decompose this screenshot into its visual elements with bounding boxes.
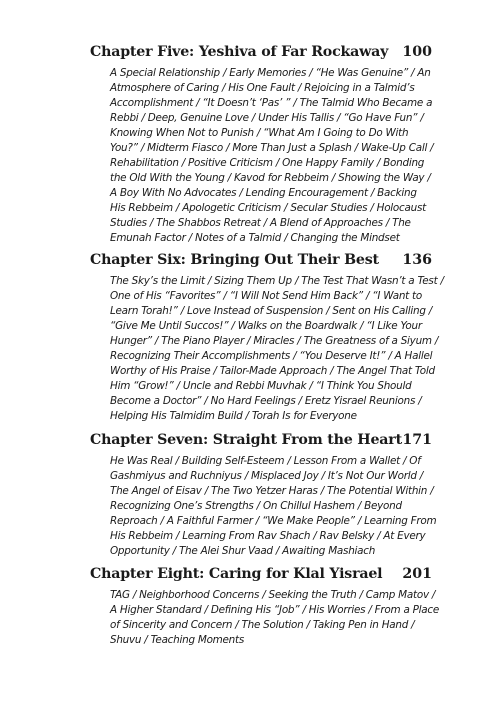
chapter-page-number: 136 [402,252,432,268]
topic-line: Emunah Factor / Notes of a Talmid / Changing the Mindset [110,232,400,244]
topic-line: Become a Doctor” / No Hard Feelings / Eretz Yisrael Reunions / [110,395,422,407]
chapter-page-number: 201 [402,566,432,582]
chapter-eight [90,566,439,648]
topic-line: His Rebbeim / Learning From Rav Shach / Rav Belsky / At Every [110,530,426,542]
topic-line: Rebbi / Deep, Genuine Love / Under His Tallis / “Go Have Fun” / [110,112,424,124]
topic-line: of Sincerity and Concern / The Solution / Taking Pen in Hand / [110,619,415,631]
topic-line: Learn Torah!” / Love Instead of Suspension / Sent on His Calling / [110,305,433,317]
chapter-page-number: 100 [402,44,432,60]
chapter-topics [110,454,437,559]
topic-line: Gashmiyus and Ruchniyus / Misplaced Joy / It’s Not Our World / [110,470,424,482]
topic-line: Accomplishment / “It Doesn’t ‘Pas’ ” / The Talmid Who Became a [110,97,433,109]
topic-line: Atmosphere of Caring / His One Fault / Rejoicing in a Talmid’s [110,82,415,94]
chapter-seven [90,432,437,559]
chapter-heading [90,566,432,588]
chapter-title: Chapter Eight: Caring for Klal Yisrael [90,566,383,582]
topic-line: “Give Me Until Succos!” / Walks on the Boardwalk / “I Like Your [110,320,422,332]
topic-line: Opportunity / The Alei Shur Vaad / Awaiting Mashiach [110,545,376,557]
chapter-five [90,44,432,246]
chapter-topics [110,66,432,246]
topic-line: Helping His Talmidim Build / Torah Is for Everyone [110,410,357,422]
topic-line: Studies / The Shabbos Retreat / A Blend of Approaches / The [110,217,411,229]
topic-line: Rehabilitation / Positive Criticism / One Happy Family / Bonding [110,157,425,169]
chapter-page-number: 171 [402,432,432,448]
topic-line: His Rebbeim / Apologetic Criticism / Secular Studies / Holocaust [110,202,426,214]
topic-line: TAG / Neighborhood Concerns / Seeking the Truth / Camp Matov / [110,589,436,601]
chapter-six [90,252,444,424]
topic-line: Worthy of His Praise / Tailor-Made Approach / The Angel That Told [110,365,435,377]
topic-line: Him “Grow!” / Uncle and Rebbi Muvhak / “I Think You Should [110,380,412,392]
topic-line: The Sky’s the Limit / Sizing Them Up / The Test That Wasn’t a Test / [110,275,444,287]
chapter-title: Chapter Five: Yeshiva of Far Rockaway [90,44,389,60]
topic-line: You?” / Midterm Fiasco / More Than Just a Splash / Wake-Up Call / [110,142,434,154]
topic-line: The Angel of Eisav / The Two Yetzer Haras / The Potential Within / [110,485,434,497]
chapter-title: Chapter Seven: Straight From the Heart [90,432,402,448]
chapter-heading [90,252,432,274]
topic-line: Shuvu / Teaching Moments [110,634,245,646]
topic-line: Reproach / A Faithful Farmer / “We Make People” / Learning From [110,515,437,527]
chapter-heading [90,44,432,66]
chapter-title: Chapter Six: Bringing Out Their Best [90,252,379,268]
topic-line: He Was Real / Building Self-Esteem / Lesson From a Wallet / Of [110,455,421,467]
topic-line: A Special Relationship / Early Memories / “He Was Genuine” / An [110,67,431,79]
topic-line: Recognizing One’s Strengths / On Chillul Hashem / Beyond [110,500,402,512]
topic-line: A Higher Standard / Defining His “Job” / His Worries / From a Place [110,604,439,616]
chapter-topics [110,274,444,424]
topic-line: Knowing When Not to Punish / “What Am I Going to Do With [110,127,409,139]
chapter-topics [110,588,439,648]
chapter-heading [90,432,432,454]
topic-line: the Old With the Young / Kavod for Rebbeim / Showing the Way / [110,172,431,184]
topic-line: Recognizing Their Accomplishments / “You Deserve It!” / A Hallel [110,350,433,362]
topic-line: One of His “Favorites” / “I Will Not Send Him Back” / “I Want to [110,290,422,302]
topic-line: A Boy With No Advocates / Lending Encouragement / Backing [110,187,417,199]
topic-line: Hunger” / The Piano Player / Miracles / The Greatness of a Siyum / [110,335,439,347]
